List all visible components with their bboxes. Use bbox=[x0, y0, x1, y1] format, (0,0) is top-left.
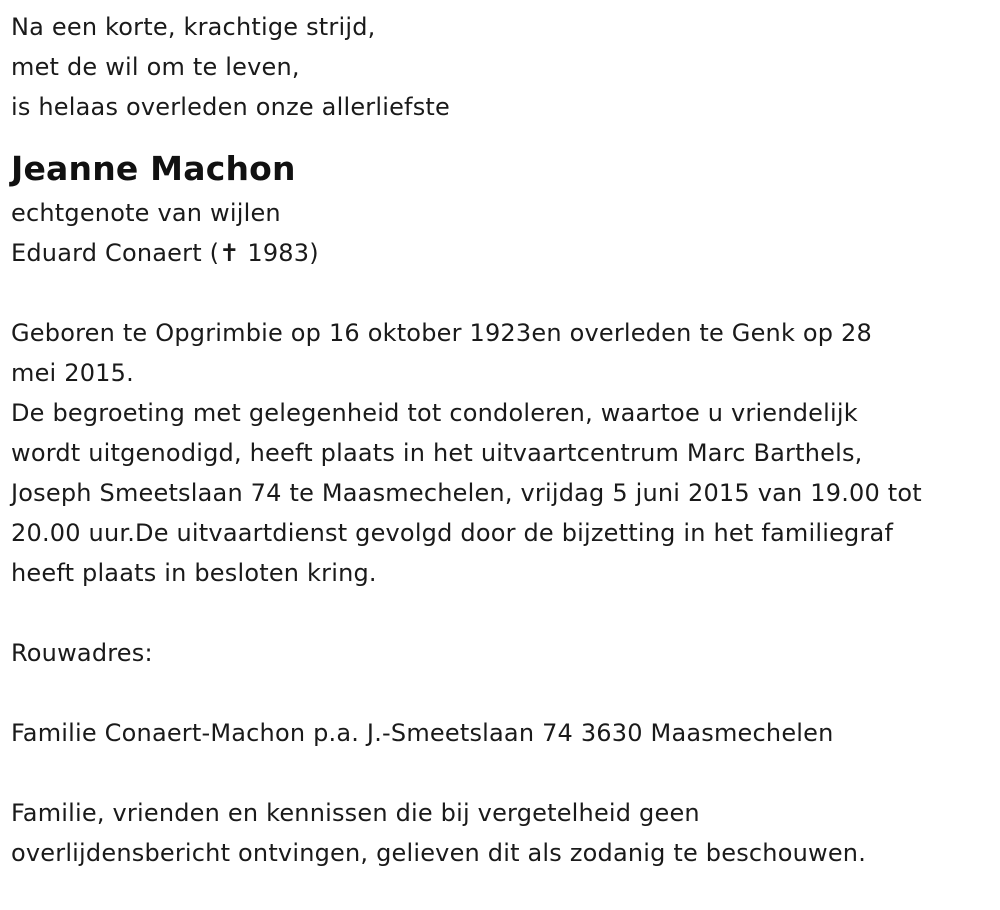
ceremony-line-4: 20.00 uur.De uitvaartdienst gevolgd door de bijzetting in het familiegraf bbox=[11, 519, 894, 547]
address-value: Familie Conaert-Machon p.a. J.-Smeetslaan 74 3630 Maasmechelen bbox=[11, 719, 834, 747]
details-section bbox=[11, 313, 991, 593]
spouse-line: Eduard Conaert (✝ 1983) bbox=[11, 239, 319, 267]
address-label: Rouwadres: bbox=[11, 639, 153, 667]
intro-line-1: Na een korte, krachtige strijd, bbox=[11, 13, 376, 41]
notice-section bbox=[11, 793, 991, 873]
relation-line: echtgenote van wijlen bbox=[11, 199, 281, 227]
spacer bbox=[11, 673, 991, 713]
notice-line-1: Familie, vrienden en kennissen die bij vergetelheid geen bbox=[11, 799, 700, 827]
ceremony-line-1: De begroeting met gelegenheid tot condoleren, waartoe u vriendelijk bbox=[11, 399, 858, 427]
deceased-name: Jeanne Machon bbox=[11, 149, 296, 188]
birth-death-line-1: Geboren te Opgrimbie op 16 oktober 1923en overleden te Genk op 28 bbox=[11, 319, 872, 347]
spacer bbox=[11, 273, 991, 313]
ceremony-line-3: Joseph Smeetslaan 74 te Maasmechelen, vrijdag 5 juni 2015 van 19.00 tot bbox=[11, 479, 922, 507]
birth-death-line-2: mei 2015. bbox=[11, 359, 134, 387]
notice-line-2: overlijdensbericht ontvingen, gelieven dit als zodanig te beschouwen. bbox=[11, 839, 867, 867]
ceremony-line-5: heeft plaats in besloten kring. bbox=[11, 559, 377, 587]
ceremony-line-2: wordt uitgenodigd, heeft plaats in het uitvaartcentrum Marc Barthels, bbox=[11, 439, 863, 467]
intro-section bbox=[11, 7, 991, 127]
obituary-document bbox=[11, 7, 991, 873]
intro-line-2: met de wil om te leven, bbox=[11, 53, 300, 81]
spacer bbox=[11, 753, 991, 793]
spacer bbox=[11, 593, 991, 633]
intro-line-3: is helaas overleden onze allerliefste bbox=[11, 93, 450, 121]
